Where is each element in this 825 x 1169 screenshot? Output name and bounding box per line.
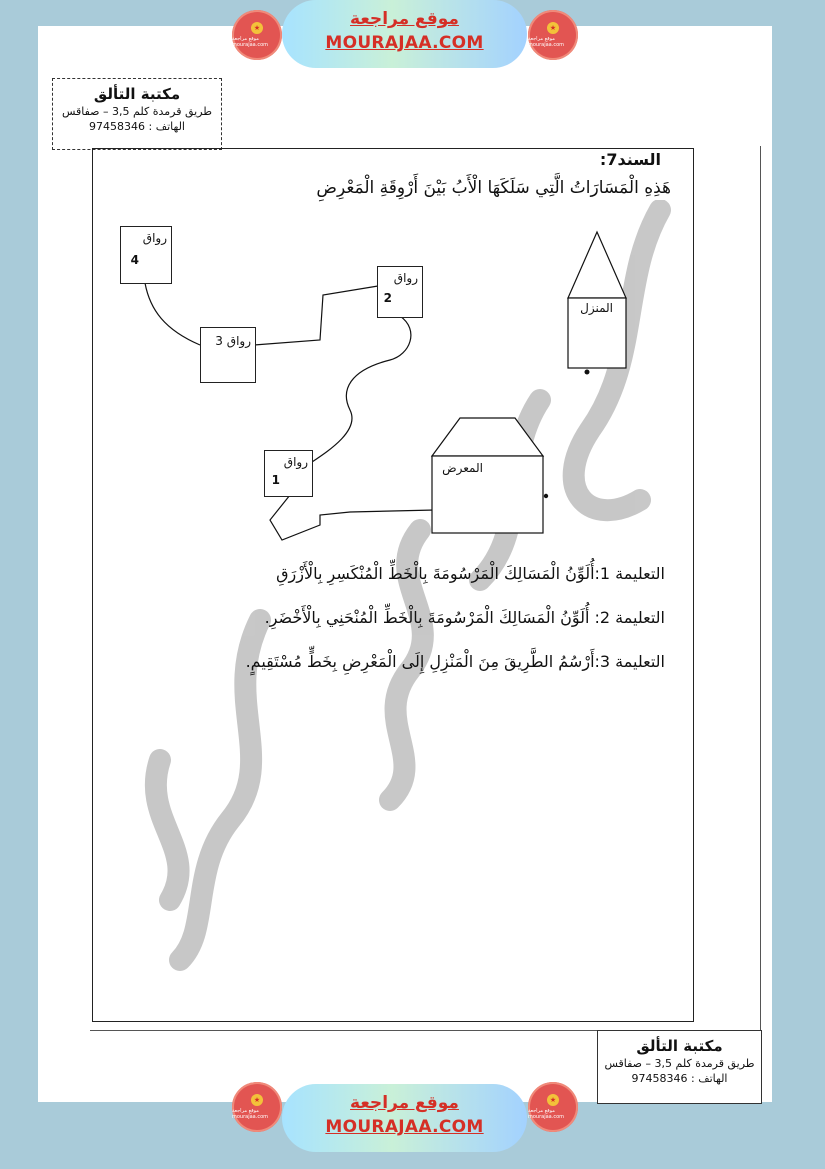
broken-path-3-2 (254, 286, 378, 345)
instruction-1: التعليمة 1:أُلَوِّنُ الْمَسَالِكَ الْمَرْسُومَةَ بِالْخَطِّ الْمُنْكَسِرِ بِالْأَزْرَقِ (276, 564, 665, 583)
room-4 (120, 226, 172, 284)
banner-latin-text[interactable]: MOURAJAA.COM (325, 33, 484, 53)
library-name: مكتبة التألق (636, 1037, 723, 1055)
house-icon (568, 232, 626, 368)
site-logo-icon: ★ موقع مراجعة mourajaa.com (528, 1082, 578, 1132)
document-label: السند7: (599, 150, 661, 169)
instruction-2: التعليمة 2: أُلَوِّنُ الْمَسَالِكَ الْمَرْسُومَةَ بِالْخَطِّ الْمُنْحَنِي بِالْأَخْضَرِ. (264, 608, 665, 627)
exhibit-building-icon (432, 418, 543, 533)
instruction-3: التعليمة 3:أَرْسُمُ الطَّرِيقَ مِنَ الْمَنْزِلِ إِلَى الْمَعْرِضِ بِخَطٍّ مُسْتَقِيمٍ. (245, 652, 665, 671)
house-label: المنزل (580, 301, 613, 315)
library-phone: الهاتف : 97458346 (631, 1072, 728, 1085)
room-label: رواق (393, 271, 418, 285)
library-phone: الهاتف : 97458346 (89, 120, 185, 133)
exhibit-point-icon (544, 494, 548, 498)
site-logo-icon: ★ موقع مراجعة mourajaa.com (232, 1082, 282, 1132)
room-label: رواق (283, 455, 308, 469)
room-number: 2 (383, 291, 392, 305)
broken-path-1-exhibit (270, 495, 435, 540)
house-point-icon (585, 370, 590, 375)
document-description: هَذِهِ الْمَسَارَاتُ الَّتِي سَلَكَهَا الْأَبُ بَيْنَ أَرْوِقَةِ الْمَعْرِضِ (316, 178, 671, 198)
library-address: طريق قرمدة كلم 3,5 – صفاقس (61, 105, 213, 118)
banner-arabic-text[interactable]: موقع مراجعة (350, 9, 459, 29)
library-name: مكتبة التألق (93, 85, 181, 103)
room-2 (377, 266, 423, 318)
room-label: رواق 3 (215, 334, 251, 348)
room-number: 1 (271, 473, 280, 487)
room-number: 4 (130, 253, 139, 267)
site-banner-bottom[interactable] (282, 1084, 527, 1152)
site-logo-icon: ★ موقع مراجعة mourajaa.com (528, 10, 578, 60)
banner-latin-text[interactable]: MOURAJAA.COM (325, 1117, 484, 1137)
room-3 (200, 327, 256, 383)
site-logo-icon: ★ موقع مراجعة mourajaa.com (232, 10, 282, 60)
library-stamp-bottom (597, 1030, 762, 1104)
room-label: رواق (142, 231, 167, 245)
exhibit-label: المعرض (442, 461, 483, 475)
banner-arabic-text[interactable]: موقع مراجعة (350, 1093, 459, 1113)
room-1 (264, 450, 313, 497)
library-address: طريق قرمدة كلم 3,5 – صفاقس (604, 1057, 755, 1070)
curved-path-4-3 (145, 283, 200, 345)
curved-path-2-1 (312, 316, 411, 462)
